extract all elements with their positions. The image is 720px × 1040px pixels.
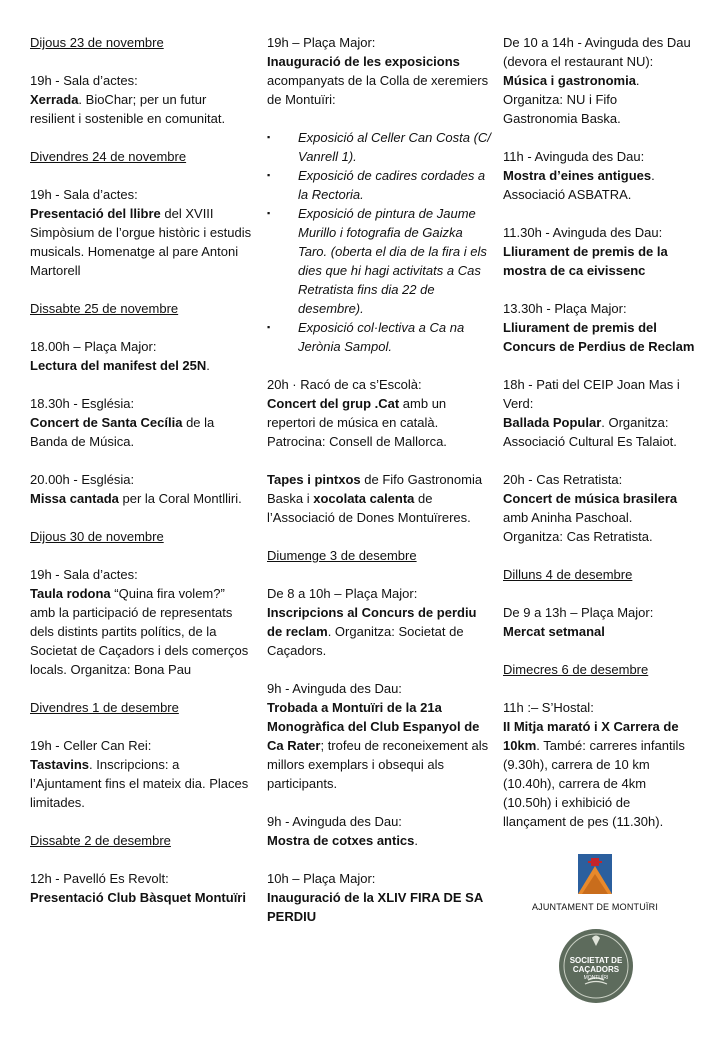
date-header: Dissabte 2 de desembre	[30, 833, 171, 848]
event-time: De 8 a 10h – Plaça Major:	[267, 586, 418, 601]
event-title: Mostra d’eines antigues	[503, 168, 652, 183]
event-description: Concert de música brasilera amb Aninha Paschoal. Organitza: Cas Retratista.	[503, 491, 678, 544]
column-2	[267, 33, 491, 926]
event-description: Trobada a Montuïri de la 21a Monogràfica del Club Espanyol de Ca Rater; trofeu de reconeixement als millors exemplars i obsequi als participants.	[267, 700, 489, 791]
event-title: Concert de Santa Cecília	[30, 415, 183, 430]
event-description: Inscripcions al Concurs de perdiu de reclam. Organitza: Societat de Caçadors.	[267, 605, 477, 658]
date-header: Dilluns 4 de desembre	[503, 567, 633, 582]
column-3	[503, 33, 695, 831]
event-title: Xerrada	[30, 92, 79, 107]
event-time: 18h - Pati del CEIP Joan Mas i Verd:	[503, 377, 680, 411]
ajuntament-logo	[520, 852, 670, 922]
event-time: 11h :– S’Hostal:	[503, 700, 594, 715]
event-description	[503, 318, 695, 356]
event-description: Ballada Popular. Organitza: Associació Cultural Es Talaiot.	[503, 415, 677, 449]
event-title: Tapes i pintxos	[267, 472, 361, 487]
event-title: Taula rodona	[30, 586, 111, 601]
exhibition-list	[267, 128, 491, 356]
event-time: 13.30h - Plaça Major:	[503, 301, 627, 316]
event-time: 18.30h - Església:	[30, 396, 135, 411]
event-description: Xerrada. BioChar; per un futur resilient i sostenible en comunitat.	[30, 92, 226, 126]
event-description: Inauguració de les exposicions acompanyats de la Colla de xeremiers de Montuïri:	[267, 54, 489, 107]
event-title: Missa cantada	[30, 491, 119, 506]
event-time: 11.30h - Avinguda des Dau:	[503, 225, 663, 240]
event-title: Inauguració de la XLIV FIRA DE SA PERDIU	[267, 890, 483, 924]
event-time: 20.00h - Església:	[30, 472, 135, 487]
list-item: ▪ Exposició de cadires cordades a la Rectoria.	[267, 166, 491, 204]
event-description: Mostra de cotxes antics.	[267, 833, 419, 848]
event-description: Presentació del llibre del XVIII Simpòsium de l’orgue històric i estudis musicals. Homenatge al pare Antoni Martorell	[30, 206, 252, 278]
event-description: II Mitja marató i X Carrera de 10km. També: carreres infantils (9.30h), carrera de 10 km (10.40h), carrera de 4km (10.50h) i exhibició de llançament de pes (11.30h).	[503, 719, 685, 829]
list-item: ▪ Exposició al Celler Can Costa (C/ Vanrell 1).	[267, 128, 491, 166]
event-time: 9h - Avinguda des Dau:	[267, 814, 402, 829]
event-time: 11h - Avinguda des Dau:	[503, 149, 645, 164]
event-description: Mostra d’eines antigues. Associació ASBATRA.	[503, 168, 655, 202]
event-title: Tastavins	[30, 757, 90, 772]
event-time: De 9 a 13h – Plaça Major:	[503, 605, 654, 620]
event-title: Mercat setmanal	[503, 624, 605, 639]
seal-label: SOCIETAT DE CAÇADORS MONTUÏRI	[569, 956, 623, 981]
event-description	[30, 888, 252, 907]
event-description: Tapes i pintxos de Fifo Gastronomia Baska i xocolata calenta de l’Associació de Dones Montuïreres.	[267, 472, 483, 525]
event-time: 19h – Plaça Major:	[267, 35, 376, 50]
event-time: 19h - Celler Can Rei:	[30, 738, 152, 753]
event-title: Lliurament de premis de la mostra de ca eivissenc	[503, 244, 668, 278]
event-time: 18.00h – Plaça Major:	[30, 339, 157, 354]
event-description: Concert de Santa Cecília de la Banda de Música.	[30, 415, 215, 449]
event-description	[503, 242, 695, 280]
societat-cacadors-logo	[558, 928, 634, 1004]
event-title: Concert de música brasilera	[503, 491, 678, 506]
event-time: De 10 a 14h - Avinguda des Dau (devora el restaurant NU):	[503, 35, 691, 69]
event-title: Presentació del llibre	[30, 206, 161, 221]
event-description: Missa cantada per la Coral Montlliri.	[30, 491, 242, 506]
event-time: 19h - Sala d’actes:	[30, 567, 138, 582]
date-header: Diumenge 3 de desembre	[267, 548, 417, 563]
event-description: Tastavins. Inscripcions: a l’Ajuntament fins el mateix dia. Places limitades.	[30, 757, 249, 810]
list-item: ▪ Exposició col·lectiva a Ca na Jerònia Sampol.	[267, 318, 491, 356]
ajuntament-name: AJUNTAMENT DE MONTUÏRI	[531, 902, 659, 912]
event-description: Taula rodona “Quina fira volem?” amb la participació de representats dels distints partits polítics, de la Societat de Caçadors i dels comerços locals. Organitza: Bona Pau	[30, 586, 249, 677]
date-header: Divendres 24 de novembre	[30, 149, 187, 164]
event-description	[503, 622, 695, 641]
event-description	[267, 888, 491, 926]
date-header: Dijous 30 de novembre	[30, 529, 164, 544]
event-description: Música i gastronomia. Organitza: NU i Fifo Gastronomia Baska.	[503, 73, 640, 126]
event-title: Lliurament de premis del Concurs de Perdius de Reclam	[503, 320, 695, 354]
event-description: Concert del grup .Cat amb un repertori de música en català. Patrocina: Consell de Mallorca.	[267, 396, 447, 449]
event-title: xocolata calenta	[313, 491, 415, 506]
event-title: Ballada Popular	[503, 415, 602, 430]
event-title: Presentació Club Bàsquet Montuïri	[30, 890, 246, 905]
event-title: Música i gastronomia	[503, 73, 636, 88]
event-time: 20h · Racó de ca s’Escolà:	[267, 377, 422, 392]
date-header: Dimecres 6 de desembre	[503, 662, 649, 677]
event-title: Trobada a Montuïri de la 21a Monogràfica del Club Espanyol de Ca Rater	[267, 700, 480, 753]
event-time: 9h - Avinguda des Dau:	[267, 681, 402, 696]
column-1	[30, 33, 252, 907]
event-time: 12h - Pavelló Es Revolt:	[30, 871, 169, 886]
date-header: Dissabte 25 de novembre	[30, 301, 179, 316]
date-header: Dijous 23 de novembre	[30, 35, 164, 50]
shield-icon	[520, 852, 670, 898]
event-title: Lectura del manifest del 25N	[30, 358, 207, 373]
event-title: II Mitja marató i X Carrera de 10km	[503, 719, 679, 753]
event-time: 19h - Sala d’actes:	[30, 73, 138, 88]
date-header: Divendres 1 de desembre	[30, 700, 179, 715]
event-description: Lectura del manifest del 25N.	[30, 358, 210, 373]
event-title: Inscripcions al Concurs de perdiu de reclam	[267, 605, 477, 639]
event-title: Concert del grup .Cat	[267, 396, 400, 411]
event-time: 10h – Plaça Major:	[267, 871, 376, 886]
event-title: Inauguració de les exposicions	[267, 54, 460, 69]
event-title: Mostra de cotxes antics	[267, 833, 415, 848]
list-item: ▪ Exposició de pintura de Jaume Murillo i fotografia de Gaizka Taro. (oberta el dia de la fira i els dies que hi hagi activitats a Cas Retratista fins dia 22 de desembre).	[267, 204, 491, 318]
event-time: 19h - Sala d’actes:	[30, 187, 138, 202]
event-time: 20h - Cas Retratista:	[503, 472, 623, 487]
